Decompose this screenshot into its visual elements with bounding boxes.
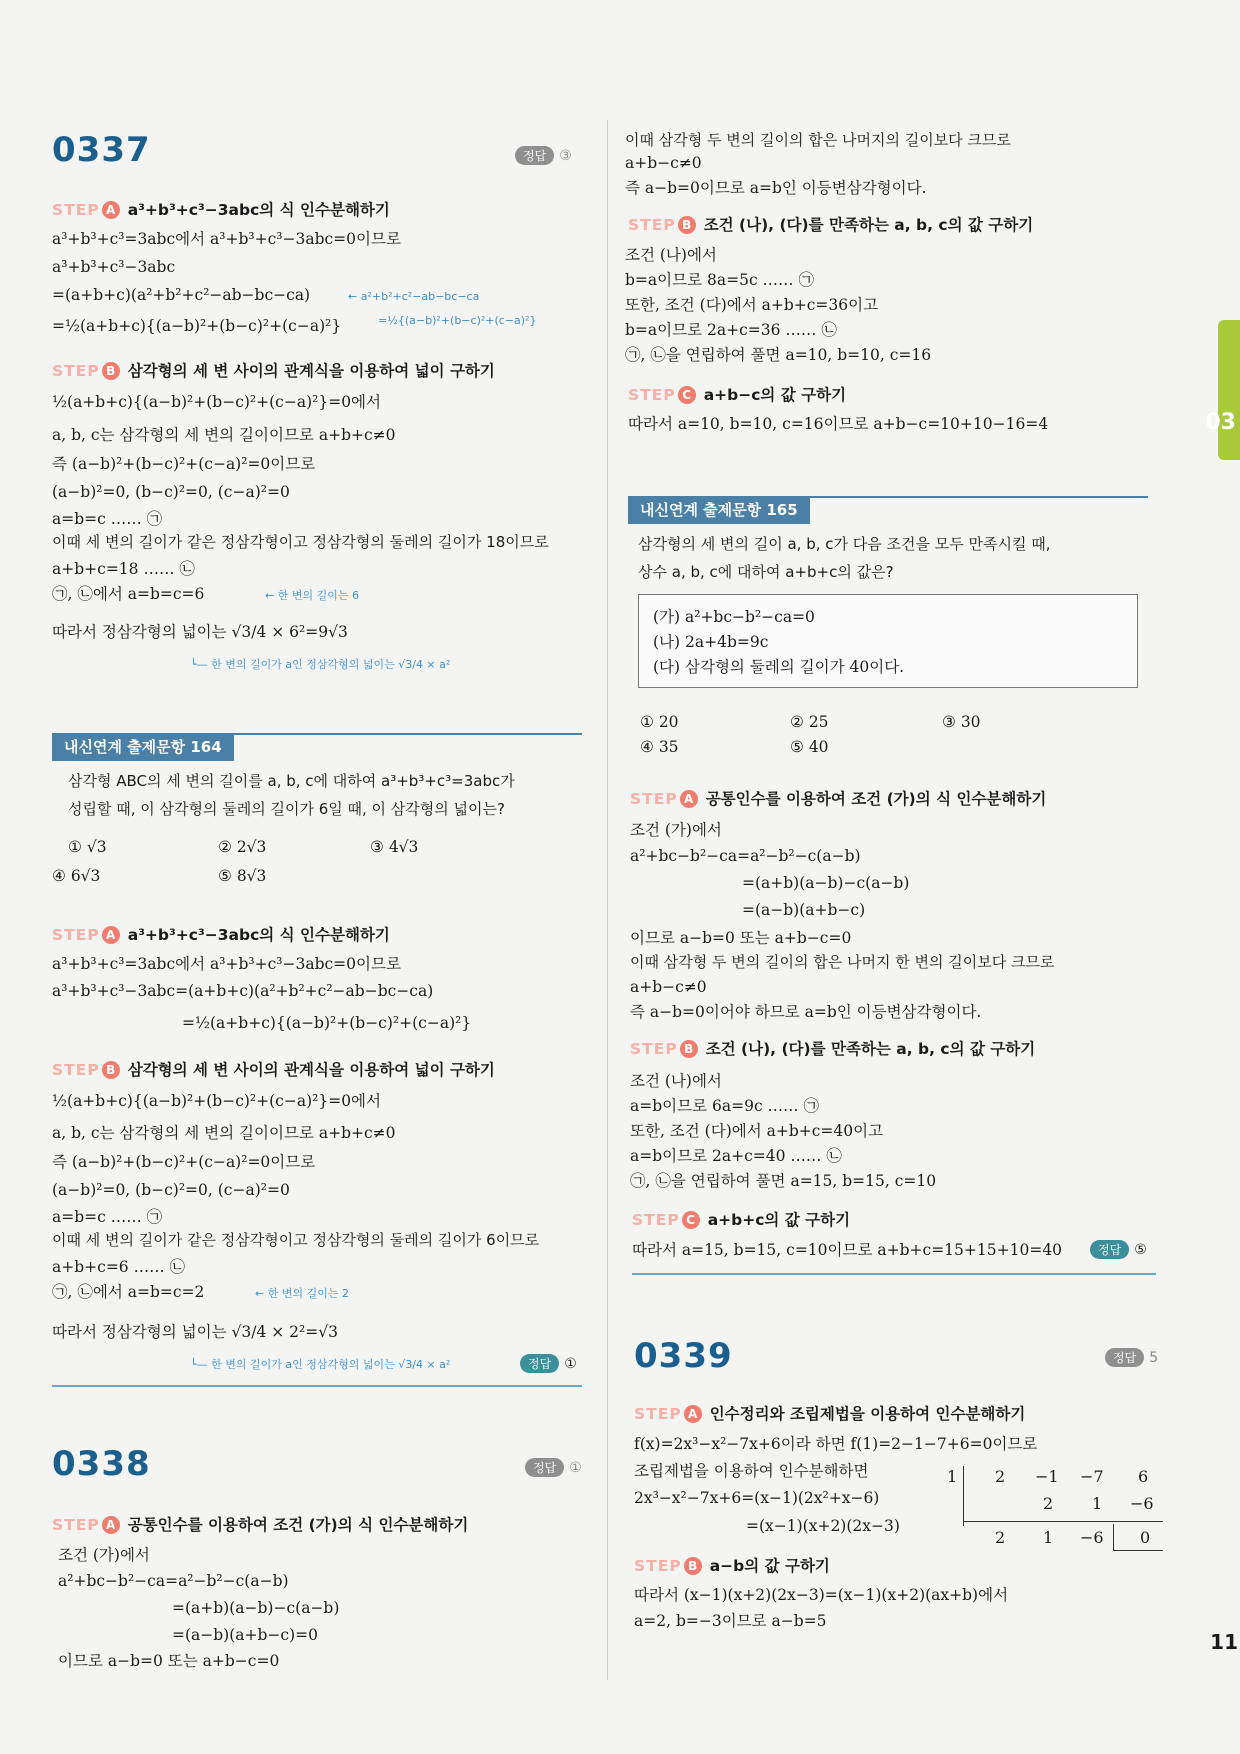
line: a+b−c≠0 <box>630 978 707 996</box>
synthetic-cell: −6 <box>1130 1494 1154 1513</box>
choice: ③ 30 <box>942 713 981 731</box>
answer-165 <box>1090 1240 1147 1259</box>
annotation-note: ← a²+b²+c²−ab−bc−ca <box>348 290 480 303</box>
step-tag: STEP <box>634 1405 682 1423</box>
step-tag: STEP <box>630 790 678 808</box>
line: 2x³−x²−7x+6=(x−1)(2x²+x−6) <box>634 1489 880 1507</box>
step-title: 조건 (나), (다)를 만족하는 a, b, c의 값 구하기 <box>705 1040 1036 1058</box>
step-b-0339 <box>634 1554 830 1576</box>
line: =(a−b)(a+b−c)=0 <box>172 1626 318 1644</box>
line: 따라서 (x−1)(x+2)(2x−3)=(x−1)(x+2)(ax+b)에서 <box>634 1586 1009 1604</box>
step-title: 삼각형의 세 변 사이의 관계식을 이용하여 넓이 구하기 <box>127 362 495 380</box>
choice: ⑤ 8√3 <box>218 867 267 885</box>
question-line: 삼각형 ABC의 세 변의 길이를 a, b, c에 대하여 a³+b³+c³=3abc가 <box>68 772 515 790</box>
problem-number-0339: 0339 <box>634 1336 733 1376</box>
step-c-0338 <box>628 383 846 405</box>
choice: ⑤ 40 <box>790 738 829 756</box>
synthetic-root: 1 <box>947 1467 958 1486</box>
line: a, b, c는 삼각형의 세 변의 길이이므로 a+b+c≠0 <box>52 426 396 444</box>
question-line: 삼각형의 세 변의 길이 a, b, c가 다음 조건을 모두 만족시킬 때, <box>638 535 1051 553</box>
line: a+b−c≠0 <box>625 154 702 172</box>
step-tag: STEP <box>52 1061 100 1079</box>
section-rule <box>632 1273 1156 1275</box>
step-dot: A <box>684 1405 702 1423</box>
synthetic-remainder-line <box>1113 1524 1114 1550</box>
banner-164: 내신연계 출제문항 164 <box>52 733 234 761</box>
line: =½(a+b+c){(a−b)²+(b−c)²+(c−a)²} <box>52 317 342 335</box>
step-dot: B <box>102 1061 120 1079</box>
condition-box <box>638 594 1138 688</box>
step-title: a+b+c의 값 구하기 <box>707 1211 851 1229</box>
line: 따라서 a=15, b=15, c=10이므로 a+b+c=15+15+10=40 <box>632 1241 1063 1259</box>
step-title: 공통인수를 이용하여 조건 (가)의 식 인수분해하기 <box>127 1516 469 1534</box>
line: =½(a+b+c){(a−b)²+(b−c)²+(c−a)²} <box>182 1014 472 1032</box>
line: a+b+c=18 …… ㉡ <box>52 560 195 578</box>
line: a³+b³+c³−3abc <box>52 258 176 276</box>
step-title: 공통인수를 이용하여 조건 (가)의 식 인수분해하기 <box>705 790 1047 808</box>
step-a-0337 <box>52 198 390 220</box>
step-a-0339 <box>634 1402 1025 1424</box>
annotation-note: ← 한 변의 길이는 2 <box>255 1287 349 1300</box>
line: a²+bc−b²−ca=a²−b²−c(a−b) <box>58 1572 289 1590</box>
line: ㉠, ㉡에서 a=b=c=2 <box>52 1283 205 1301</box>
synthetic-vline <box>963 1466 964 1526</box>
condition: (나) 2a+4b=9c <box>653 633 769 651</box>
answer-label: 정답 <box>520 1354 559 1373</box>
line: a²+bc−b²−ca=a²−b²−c(a−b) <box>630 847 861 865</box>
line: =(x−1)(x+2)(2x−3) <box>746 1517 900 1535</box>
line: a, b, c는 삼각형의 세 변의 길이이므로 a+b+c≠0 <box>52 1124 396 1142</box>
section-rule <box>52 1385 582 1387</box>
line: a=b이므로 2a+c=40 …… ㉡ <box>630 1147 842 1165</box>
column-divider <box>607 120 608 1680</box>
step-dot: C <box>682 1211 700 1229</box>
answer-0338 <box>525 1458 582 1477</box>
line: 또한, 조건 (다)에서 a+b+c=36이고 <box>625 296 879 314</box>
condition: (가) a²+bc−b²−ca=0 <box>653 608 815 626</box>
area-line: 따라서 정삼각형의 넓이는 √3/4 × 6²=9√3 <box>52 623 348 641</box>
line: a³+b³+c³−3abc=(a+b+c)(a²+b²+c²−ab−bc−ca) <box>52 982 434 1000</box>
line: 이므로 a−b=0 또는 a+b−c=0 <box>630 929 852 947</box>
line: a=b=c …… ㉠ <box>52 1208 163 1226</box>
line: =(a+b+c)(a²+b²+c²−ab−bc−ca) <box>52 286 311 304</box>
step-tag: STEP <box>52 201 100 219</box>
annotation-note: └— 한 변의 길이가 a인 정삼각형의 넓이는 √3/4 × a² <box>190 1358 451 1371</box>
answer-label: 정답 <box>525 1458 564 1477</box>
line: 따라서 a=10, b=10, c=16이므로 a+b−c=10+10−16=4 <box>628 415 1049 433</box>
line: 조건 (나)에서 <box>630 1072 722 1090</box>
step-a-165 <box>630 787 1046 809</box>
answer-value: ① <box>564 1356 577 1372</box>
question-line: 상수 a, b, c에 대하여 a+b+c의 값은? <box>638 563 894 581</box>
line: 이므로 a−b=0 또는 a+b−c=0 <box>58 1652 280 1670</box>
step-dot: B <box>102 362 120 380</box>
annotation-note: └— 한 변의 길이가 a인 정삼각형의 넓이는 √3/4 × a² <box>190 658 451 671</box>
page-number: 11 <box>1210 1630 1238 1654</box>
step-b-0337 <box>52 359 495 381</box>
step-c-165 <box>632 1208 850 1230</box>
line: =(a+b)(a−b)−c(a−b) <box>742 874 910 892</box>
line: b=a이므로 8a=5c …… ㉠ <box>625 271 814 289</box>
line: 즉 a−b=0이므로 a=b인 이등변삼각형이다. <box>625 179 927 197</box>
line: 즉 (a−b)²+(b−c)²+(c−a)²=0이므로 <box>52 455 316 473</box>
choice: ④ 6√3 <box>52 867 101 885</box>
line: a³+b³+c³=3abc에서 a³+b³+c³−3abc=0이므로 <box>52 955 401 973</box>
step-dot: A <box>102 926 120 944</box>
step-a-164 <box>52 923 390 945</box>
choice: ③ 4√3 <box>370 838 419 856</box>
line: a+b+c=6 …… ㉡ <box>52 1258 186 1276</box>
step-title: a+b−c의 값 구하기 <box>703 386 847 404</box>
question-line: 성립할 때, 이 삼각형의 둘레의 길이가 6일 때, 이 삼각형의 넓이는? <box>68 800 505 818</box>
line: ㉠, ㉡을 연립하여 풀면 a=15, b=15, c=10 <box>630 1172 937 1190</box>
step-title: 조건 (나), (다)를 만족하는 a, b, c의 값 구하기 <box>703 216 1034 234</box>
problem-number-0338: 0338 <box>52 1444 151 1484</box>
step-dot: A <box>102 201 120 219</box>
step-dot: A <box>680 790 698 808</box>
annotation-note: ← 한 변의 길이는 6 <box>265 589 359 602</box>
synthetic-cell: −7 <box>1080 1467 1104 1486</box>
step-title: a−b의 값 구하기 <box>709 1557 830 1575</box>
line: 조립제법을 이용하여 인수분해하면 <box>634 1462 869 1480</box>
synthetic-cell: −6 <box>1080 1528 1104 1547</box>
answer-value: ① <box>569 1460 582 1476</box>
line: a=b=c …… ㉠ <box>52 510 163 528</box>
line: a³+b³+c³=3abc에서 a³+b³+c³−3abc=0이므로 <box>52 230 401 248</box>
line: ½(a+b+c){(a−b)²+(b−c)²+(c−a)²}=0에서 <box>52 393 382 411</box>
synthetic-cell: 1 <box>1043 1528 1054 1547</box>
area-line: 따라서 정삼각형의 넓이는 √3/4 × 2²=√3 <box>52 1323 338 1341</box>
line: 즉 (a−b)²+(b−c)²+(c−a)²=0이므로 <box>52 1153 316 1171</box>
line: 조건 (가)에서 <box>58 1546 150 1564</box>
line: (a−b)²=0, (b−c)²=0, (c−a)²=0 <box>52 1181 290 1199</box>
line: ½(a+b+c){(a−b)²+(b−c)²+(c−a)²}=0에서 <box>52 1092 382 1110</box>
synthetic-remainder: 0 <box>1140 1528 1151 1547</box>
answer-value: 5 <box>1149 1350 1159 1366</box>
choice: ② 2√3 <box>218 838 267 856</box>
line: 또한, 조건 (다)에서 a+b+c=40이고 <box>630 1122 884 1140</box>
step-b-0338 <box>628 213 1033 235</box>
synthetic-hline <box>963 1521 1163 1522</box>
synthetic-cell: 2 <box>995 1467 1006 1486</box>
line: f(x)=2x³−x²−7x+6이라 하면 f(1)=2−1−7+6=0이므로 <box>634 1435 1038 1453</box>
line: 조건 (나)에서 <box>625 246 717 264</box>
synthetic-cell: −1 <box>1035 1467 1059 1486</box>
line: =(a−b)(a+b−c) <box>742 901 866 919</box>
banner-165: 내신연계 출제문항 165 <box>628 496 810 524</box>
answer-label: 정답 <box>1105 1348 1144 1367</box>
answer-0337 <box>515 146 572 165</box>
choice: ② 25 <box>790 713 829 731</box>
step-tag: STEP <box>632 1211 680 1229</box>
step-b-165 <box>630 1037 1035 1059</box>
problem-number-0337: 0337 <box>52 130 151 170</box>
line: 이때 삼각형 두 변의 길이의 합은 나머지 한 변의 길이보다 크므로 <box>630 953 1055 971</box>
synthetic-cell: 1 <box>1092 1494 1103 1513</box>
step-tag: STEP <box>628 386 676 404</box>
line: ㉠, ㉡을 연립하여 풀면 a=10, b=10, c=16 <box>625 346 932 364</box>
step-title: a³+b³+c³−3abc의 식 인수분해하기 <box>127 201 390 219</box>
step-tag: STEP <box>52 1516 100 1534</box>
step-dot: B <box>680 1040 698 1058</box>
step-title: a³+b³+c³−3abc의 식 인수분해하기 <box>127 926 390 944</box>
step-title: 인수정리와 조립제법을 이용하여 인수분해하기 <box>709 1405 1026 1423</box>
synthetic-cell: 2 <box>1043 1494 1054 1513</box>
step-tag: STEP <box>628 216 676 234</box>
step-title: 삼각형의 세 변 사이의 관계식을 이용하여 넓이 구하기 <box>127 1061 495 1079</box>
answer-164 <box>520 1354 577 1373</box>
answer-0339 <box>1105 1348 1158 1367</box>
step-tag: STEP <box>634 1557 682 1575</box>
line: a=2, b=−3이므로 a−b=5 <box>634 1612 827 1630</box>
line: =(a+b)(a−b)−c(a−b) <box>172 1599 340 1617</box>
step-dot: B <box>678 216 696 234</box>
line: a=b이므로 6a=9c …… ㉠ <box>630 1097 819 1115</box>
line: 이때 삼각형 두 변의 길이의 합은 나머지의 길이보다 크므로 <box>625 131 1011 149</box>
line: 조건 (가)에서 <box>630 821 722 839</box>
step-dot: A <box>102 1516 120 1534</box>
step-dot: C <box>678 386 696 404</box>
line: 즉 a−b=0이어야 하므로 a=b인 이등변삼각형이다. <box>630 1003 982 1021</box>
line: (a−b)²=0, (b−c)²=0, (c−a)²=0 <box>52 483 290 501</box>
synthetic-cell: 2 <box>995 1528 1006 1547</box>
synthetic-remainder-hline <box>1113 1550 1163 1551</box>
answer-value: ③ <box>559 148 572 164</box>
step-b-164 <box>52 1058 495 1080</box>
step-tag: STEP <box>52 926 100 944</box>
step-tag: STEP <box>52 362 100 380</box>
answer-value: ⑤ <box>1134 1242 1147 1258</box>
line: b=a이므로 2a+c=36 …… ㉡ <box>625 321 837 339</box>
answer-label: 정답 <box>515 146 554 165</box>
step-tag: STEP <box>630 1040 678 1058</box>
condition: (다) 삼각형의 둘레의 길이가 40이다. <box>653 658 905 676</box>
line: 이때 세 변의 길이가 같은 정삼각형이고 정삼각형의 둘레의 길이가 6이므로 <box>52 1231 540 1249</box>
choice: ① 20 <box>640 713 679 731</box>
step-dot: B <box>684 1557 702 1575</box>
chapter-tab <box>1218 320 1240 460</box>
line: 이때 세 변의 길이가 같은 정삼각형이고 정삼각형의 둘레의 길이가 18이므로 <box>52 533 549 551</box>
choice: ④ 35 <box>640 738 679 756</box>
choice: ① √3 <box>68 838 107 856</box>
answer-label: 정답 <box>1090 1240 1129 1259</box>
chapter-tab-label: 03 <box>1205 410 1236 435</box>
step-a-0338 <box>52 1513 468 1535</box>
annotation-note: =½{(a−b)²+(b−c)²+(c−a)²} <box>378 314 537 327</box>
synthetic-cell: 6 <box>1138 1467 1149 1486</box>
line: ㉠, ㉡에서 a=b=c=6 <box>52 585 205 603</box>
